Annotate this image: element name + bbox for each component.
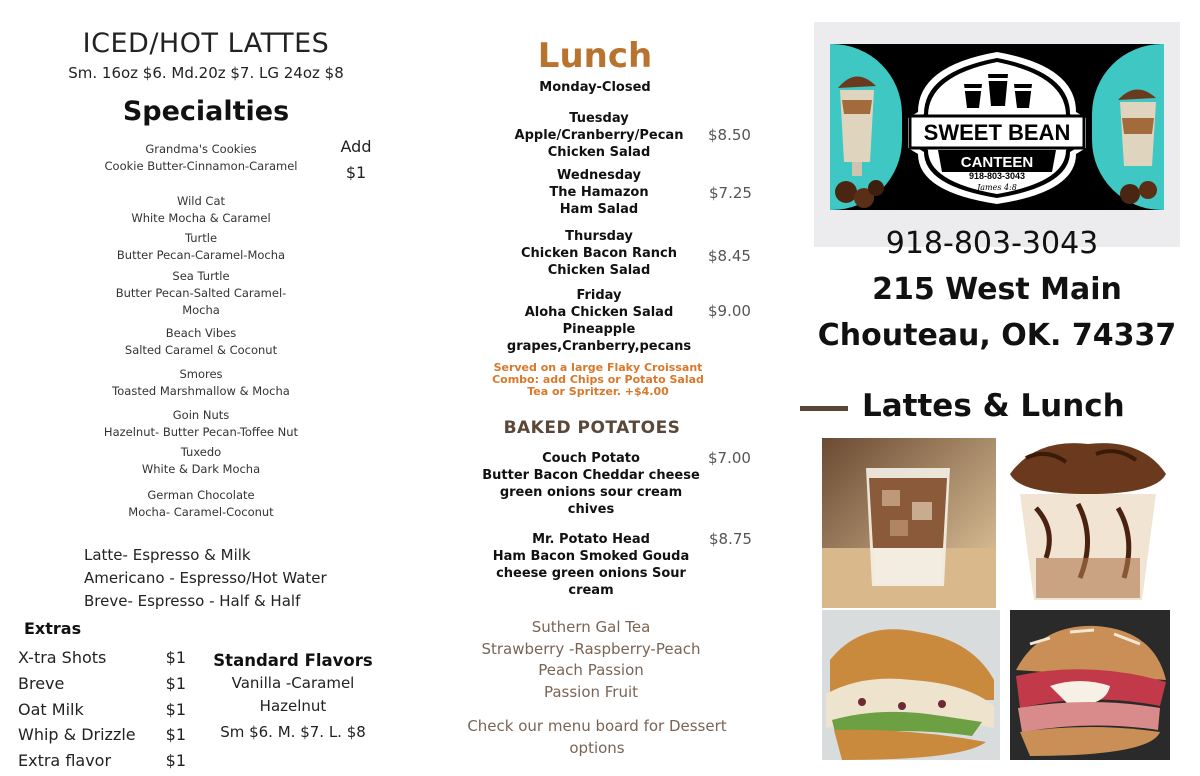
croissant-image	[822, 610, 1000, 760]
extra-name: Oat Milk	[18, 699, 84, 719]
lattes-sizes: Sm. 16oz $6. Md.20z $7. LG 24oz $8	[68, 64, 344, 82]
specialty-item	[86, 366, 316, 400]
potato-name: Mr. Potato Head	[532, 532, 650, 547]
extras-row	[18, 671, 186, 697]
lunch-price: $8.45	[708, 247, 751, 265]
logo-text-phone: 918-803-3043	[968, 171, 1026, 181]
specialty-item	[86, 444, 316, 478]
potato-price: $7.00	[708, 449, 751, 467]
lunch-item-line: grapes,Cranberry,pecans	[506, 339, 692, 354]
tea-list	[460, 617, 722, 703]
baked-potatoes-title: BAKED POTATOES	[503, 418, 681, 438]
specialty-name: Wild Cat	[176, 194, 226, 208]
lunch-day-tuesday	[500, 110, 698, 161]
tea-item: Peach Passion	[538, 661, 644, 679]
dessert-note	[452, 715, 742, 759]
lunch-item-line: Aloha Chicken Salad	[524, 305, 674, 320]
lunch-day-thursday	[500, 228, 698, 279]
specialty-desc: Cookie Butter-Cinnamon-Caramel	[104, 159, 298, 173]
combo-note	[484, 362, 712, 398]
lunch-item-line: Pineapple	[562, 322, 636, 337]
specialties-add-price	[326, 134, 386, 186]
specialty-item	[86, 230, 316, 264]
chocolate-shake-image	[1006, 438, 1170, 600]
potato-line: chives	[567, 502, 615, 517]
specialty-item	[86, 141, 316, 175]
lunch-item-line: The Hamazon	[549, 185, 649, 200]
specialty-desc: Salted Caramel & Coconut	[124, 343, 278, 357]
milkshake-right-icon	[1118, 89, 1157, 204]
lunch-day-name: Thursday	[565, 229, 633, 244]
brand-logo	[830, 44, 1164, 210]
extra-price: $1	[165, 751, 186, 771]
lunch-item-line: Chicken Bacon Ranch	[521, 246, 677, 261]
specialty-item	[86, 193, 316, 227]
specialties-list	[86, 141, 316, 521]
specialty-item	[86, 407, 316, 441]
lunch-price: $7.25	[709, 184, 752, 202]
specialty-name: Beach Vibes	[165, 326, 237, 340]
specialty-desc: White & Dark Mocha	[141, 462, 261, 476]
potato-line: Ham Bacon Smoked Gouda	[492, 549, 690, 564]
basic-item: Americano - Espresso/Hot Water	[84, 569, 327, 587]
extras-row	[18, 645, 186, 671]
potato-price: $8.75	[709, 530, 752, 548]
iced-latte-image	[822, 438, 996, 608]
combo-line: Combo: add Chips or Potato Salad	[492, 373, 704, 386]
potato-line: green onions sour cream	[499, 485, 683, 500]
street-address: 215 West Main	[872, 272, 1122, 307]
specialty-item	[100, 268, 302, 319]
logo-text-verse: James 4:8	[977, 183, 1017, 192]
lunch-item-line: Chicken Salad	[547, 263, 651, 278]
extras-row	[18, 748, 186, 774]
flavors-line: Hazelnut	[259, 697, 327, 715]
photo-chocolate-shake	[1006, 438, 1170, 600]
photo-ham-croissant	[1010, 610, 1170, 760]
potato-item	[478, 450, 704, 518]
tea-item: Strawberry -Raspberry-Peach	[481, 639, 701, 658]
combo-line: Served on a large Flaky Croissant	[493, 361, 703, 374]
dessert-line: options	[569, 739, 625, 757]
specialty-desc: Butter Pecan-Salted Caramel-Mocha	[115, 286, 287, 317]
lunch-day-name: Friday	[576, 288, 622, 303]
extras-row	[18, 722, 186, 748]
specialty-name: German Chocolate	[147, 488, 255, 502]
lunch-item-line: Ham Salad	[559, 202, 639, 217]
add-label: Add	[340, 137, 372, 156]
ham-croissant-image	[1010, 610, 1170, 760]
lunch-closed-day: Monday-Closed	[539, 80, 651, 95]
flavors-line: Vanilla -Caramel	[231, 674, 355, 692]
specialty-name: Tuxedo	[180, 445, 222, 459]
combo-line: Tea or Spritzer. +$4.00	[527, 385, 669, 398]
potato-line: cream	[568, 583, 614, 598]
phone-number: 918-803-3043	[885, 226, 1099, 261]
specialty-desc: Toasted Marshmallow & Mocha	[112, 384, 290, 398]
extra-price: $1	[165, 673, 186, 693]
extra-price: $1	[165, 699, 186, 719]
specialty-name: Turtle	[184, 231, 218, 245]
potato-line: Butter Bacon Cheddar cheese	[482, 468, 700, 483]
lunch-item-line: Chicken Salad	[547, 145, 651, 160]
potato-line: cheese green onions Sour	[496, 566, 686, 581]
photo-iced-latte	[822, 438, 996, 608]
specialty-name: Sea Turtle	[172, 269, 230, 283]
extras-title: Extras	[24, 619, 82, 638]
tea-item: Suthern Gal Tea	[531, 618, 651, 636]
specialty-name: Grandma's Cookies	[145, 142, 257, 156]
extras-list	[18, 645, 186, 774]
logo-text-sweet-bean: SWEET BEAN	[923, 120, 1071, 145]
specialties-title: Specialties	[122, 96, 290, 127]
logo-text-canteen: CANTEEN	[960, 154, 1034, 171]
specialty-item	[86, 325, 316, 359]
drink-basics	[84, 544, 327, 613]
standard-flavors	[200, 650, 386, 744]
lunch-day-friday	[500, 287, 698, 355]
tagline: Lattes & Lunch	[862, 388, 1125, 424]
logo-artwork	[830, 44, 1164, 210]
extra-name: Breve	[18, 673, 65, 693]
add-price: $1	[345, 163, 367, 182]
specialty-desc: White Mocha & Caramel	[131, 211, 271, 225]
lattes-title: ICED/HOT LATTES	[82, 28, 330, 59]
basic-item: Breve- Espresso - Half & Half	[84, 592, 301, 610]
lunch-item-line: Apple/Cranberry/Pecan	[514, 128, 684, 143]
lunch-day-wednesday	[500, 167, 698, 218]
lunch-day-name: Tuesday	[569, 111, 629, 126]
extra-name: Whip & Drizzle	[18, 725, 136, 745]
dessert-line: Check our menu board for Dessert	[467, 717, 727, 735]
specialty-name: Smores	[179, 367, 223, 381]
extra-name: Extra flavor	[18, 751, 112, 771]
basic-item: Latte- Espresso & Milk	[84, 546, 251, 564]
flavors-prices: Sm $6. M. $7. L. $8	[220, 723, 366, 741]
milkshake-left-icon	[835, 76, 884, 208]
specialty-name: Goin Nuts	[172, 408, 230, 422]
city-address: Chouteau, OK. 74337	[817, 318, 1177, 353]
photo-chicken-salad-croissant	[822, 610, 1000, 760]
lunch-price: $8.50	[708, 126, 751, 144]
flavors-title: Standard Flavors	[213, 651, 373, 670]
potato-name: Couch Potato	[542, 451, 640, 466]
extras-row	[18, 697, 186, 723]
specialty-desc: Mocha- Caramel-Coconut	[128, 505, 274, 519]
extra-name: X-tra Shots	[18, 648, 107, 667]
tea-item: Passion Fruit	[543, 682, 639, 701]
lunch-day-name: Wednesday	[557, 168, 641, 183]
specialty-desc: Butter Pecan-Caramel-Mocha	[116, 248, 286, 262]
specialty-item	[86, 487, 316, 521]
extra-price: $1	[165, 648, 186, 667]
extra-price: $1	[165, 725, 186, 745]
lunch-title: Lunch	[537, 36, 653, 76]
tagline-dash	[800, 406, 848, 411]
specialty-desc: Hazelnut- Butter Pecan-Toffee Nut	[103, 425, 299, 439]
potato-item	[484, 531, 698, 599]
lunch-price: $9.00	[708, 302, 751, 320]
